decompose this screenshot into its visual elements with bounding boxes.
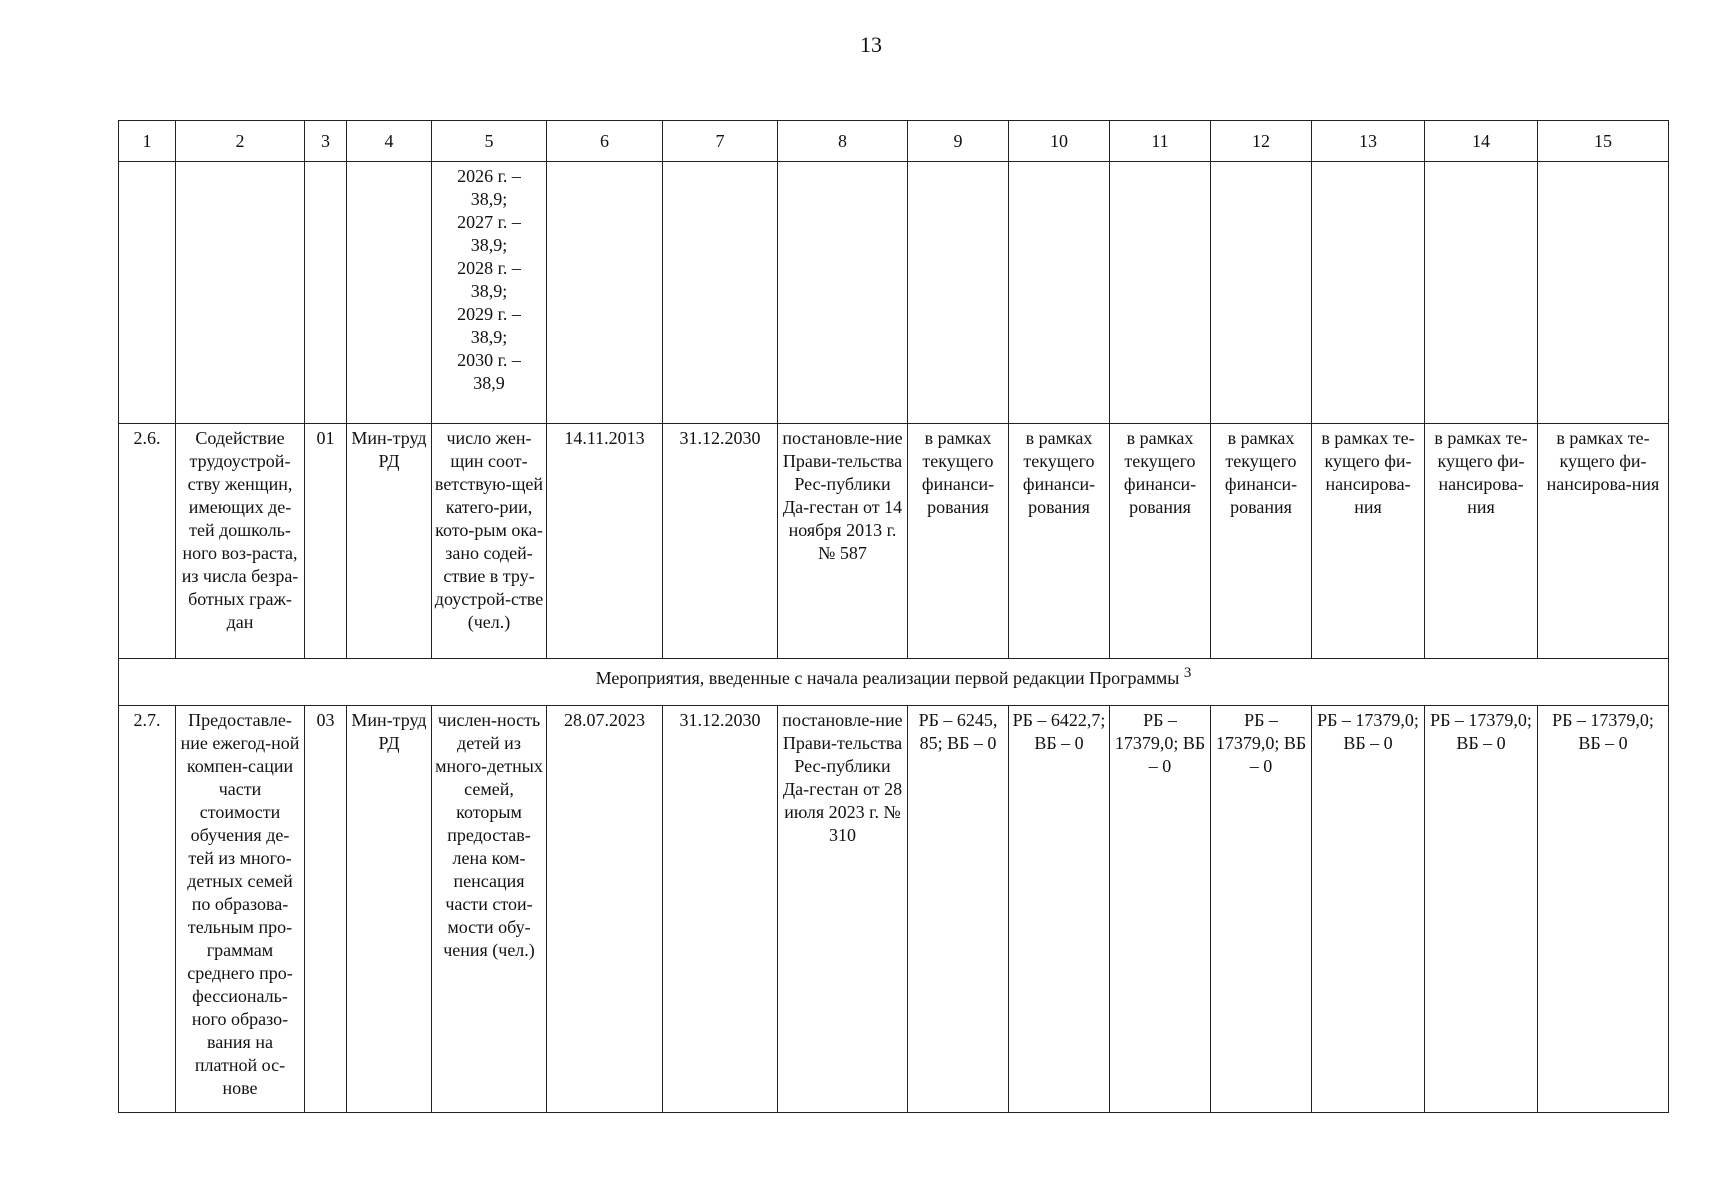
indicator-value-line: 2030 г. – — [457, 350, 521, 370]
row-number: 2.7. — [119, 706, 176, 1113]
financing-cell: РБ – 17379,0; ВБ – 0 — [1312, 706, 1425, 1113]
column-number: 7 — [663, 121, 778, 162]
column-number: 12 — [1211, 121, 1312, 162]
financing-cell: в рамках текущего финанси-рования — [1110, 424, 1211, 659]
end-date: 31.12.2030 — [663, 706, 778, 1113]
column-number: 9 — [908, 121, 1009, 162]
column-number: 13 — [1312, 121, 1425, 162]
column-number: 1 — [119, 121, 176, 162]
table-row — [119, 424, 1669, 659]
financing-cell: РБ – 17379,0; ВБ – 0 — [1110, 706, 1211, 1113]
table-row — [119, 706, 1669, 1113]
financing-cell: РБ – 6422,7; ВБ – 0 — [1009, 706, 1110, 1113]
program-table — [118, 120, 1669, 1113]
column-number: 10 — [1009, 121, 1110, 162]
header-row — [119, 121, 1669, 162]
row-number: 2.6. — [119, 424, 176, 659]
column-number: 4 — [347, 121, 432, 162]
column-number: 6 — [547, 121, 663, 162]
indicator: число жен-щин соот-ветствую-щей катего-рии, кото-рым ока-зано содей-ствие в тру-доустрой-стве (чел.) — [432, 424, 547, 659]
column-number: 14 — [1425, 121, 1538, 162]
column-number: 5 — [432, 121, 547, 162]
financing-cell: РБ – 17379,0; ВБ – 0 — [1425, 706, 1538, 1113]
column-number: 11 — [1110, 121, 1211, 162]
financing-cell: в рамках текущего финанси-рования — [1009, 424, 1110, 659]
indicator-value-line: 2027 г. – — [457, 212, 521, 232]
indicator-value-line: 38,9; — [470, 281, 508, 301]
financing-cell: в рамках текущего финанси-рования — [908, 424, 1009, 659]
indicator-value-line: 38,9; — [470, 327, 508, 347]
financing-cell: в рамках те-кущего фи-нансирова-ния — [1425, 424, 1538, 659]
executor: Мин-труд РД — [347, 424, 432, 659]
start-date: 28.07.2023 — [547, 706, 663, 1113]
financing-cell: в рамках те-кущего фи-нансирова-ния — [1312, 424, 1425, 659]
financing-cell: РБ – 6245, 85; ВБ – 0 — [908, 706, 1009, 1113]
measure-name: Содействие трудоустрой-ству женщин, имеющих де-тей дошколь-ного воз-раста, из числа безра-ботных граж-дан — [176, 424, 305, 659]
indicator-value-line: 38,9 — [473, 373, 505, 393]
executor: Мин-труд РД — [347, 706, 432, 1113]
indicator-values-cell — [432, 162, 547, 424]
page-number: 13 — [860, 32, 882, 57]
financing-cell: в рамках текущего финанси-рования — [1211, 424, 1312, 659]
column-number: 2 — [176, 121, 305, 162]
indicator-value-line: 2029 г. – — [457, 304, 521, 324]
start-date: 14.11.2013 — [547, 424, 663, 659]
measure-code: 01 — [305, 424, 347, 659]
financing-cell: в рамках те-кущего фи-нансирова-ния — [1538, 424, 1669, 659]
column-number: 8 — [778, 121, 908, 162]
indicator: числен-ность детей из много-детных семей, которым предостав-лена ком-пенсация части стои-мости обу-чения (чел.) — [432, 706, 547, 1113]
indicator-value-line: 2028 г. – — [457, 258, 521, 278]
table-row-continuation — [119, 162, 1669, 424]
financing-cell: РБ – 17379,0; ВБ – 0 — [1211, 706, 1312, 1113]
indicator-value-line: 38,9; — [470, 189, 508, 209]
legal-basis: постановле-ние Прави-тельства Рес-публики Да-гестан от 14 ноября 2013 г. № 587 — [778, 424, 908, 659]
footnote-marker: 3 — [1183, 665, 1192, 681]
legal-basis: постановле-ние Прави-тельства Рес-публики Да-гестан от 28 июля 2023 г. № 310 — [778, 706, 908, 1113]
column-number: 3 — [305, 121, 347, 162]
section-header-row — [119, 659, 1669, 706]
indicator-value-line: 2026 г. – — [457, 166, 521, 186]
section-title-text: Мероприятия, введенные с начала реализации первой редакции Программы — [595, 668, 1180, 688]
measure-name: Предоставле-ние ежегод-ной компен-сации части стоимости обучения де-тей из много-детных семей по образова-тельным про-граммам среднего про-фессиональ-ного образо-вания на платной ос-нове — [176, 706, 305, 1113]
section-title — [119, 659, 1669, 706]
financing-cell: РБ – 17379,0; ВБ – 0 — [1538, 706, 1669, 1113]
column-number: 15 — [1538, 121, 1669, 162]
end-date: 31.12.2030 — [663, 424, 778, 659]
indicator-value-line: 38,9; — [470, 235, 508, 255]
measure-code: 03 — [305, 706, 347, 1113]
